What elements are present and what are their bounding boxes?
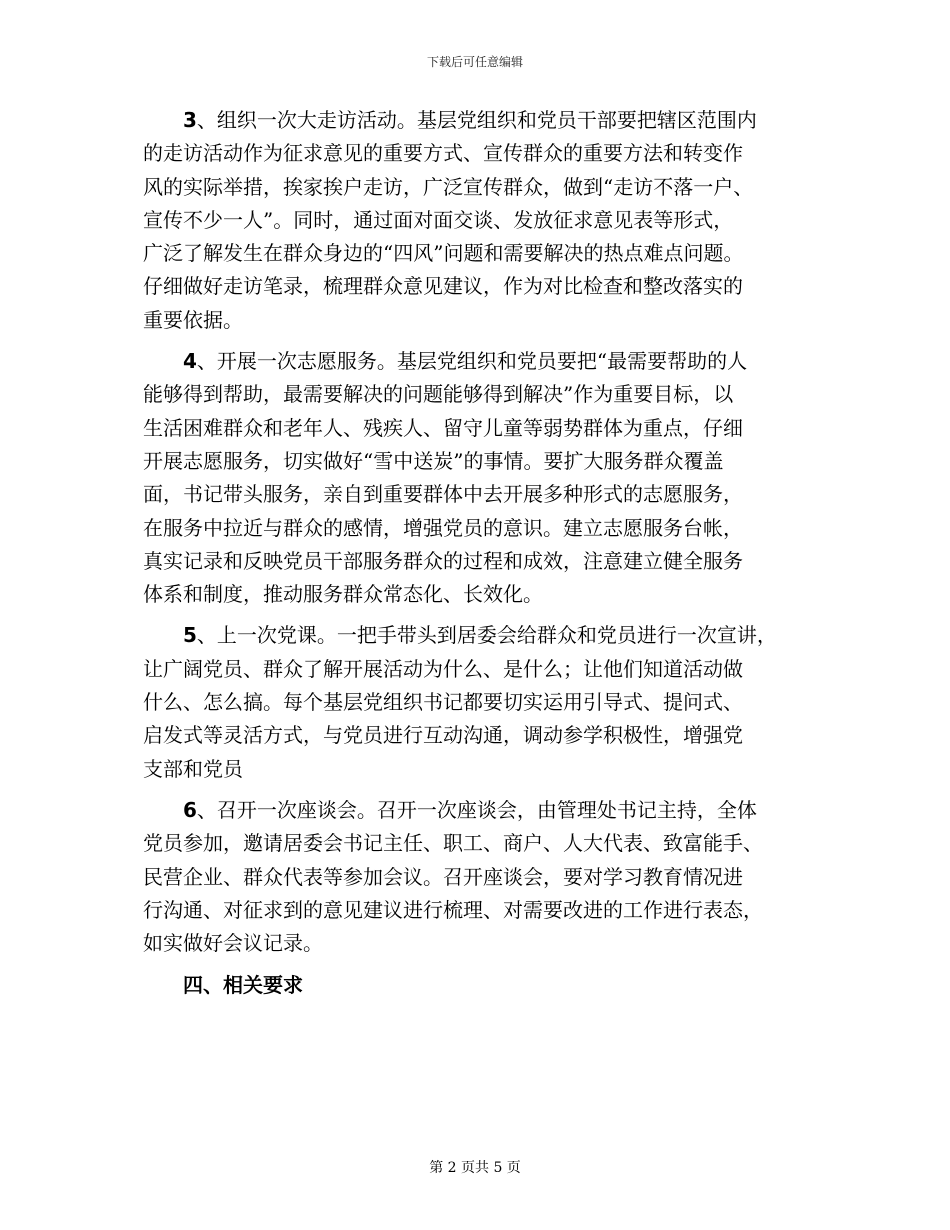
section-heading: 四、相关要求: [183, 973, 303, 998]
paragraph-line: 5、上一次党课。一把手带头到居委会给群众和党员进行一次宣讲，: [183, 623, 777, 648]
paragraph-line: 4、开展一次志愿服务。基层党组织和党员要把“最需要帮助的人: [183, 349, 748, 374]
paragraph-line: 支部和党员: [143, 756, 243, 781]
paragraph-line: 体系和制度，推动服务群众常态化、长效化。: [143, 582, 543, 607]
paragraph-item-4: [143, 345, 815, 611]
page-header: 下载后可任意编辑: [426, 55, 523, 69]
item-number: 4: [183, 349, 197, 374]
page-footer: 第 2 页共 5 页: [429, 1160, 521, 1176]
paragraph-line: 仔细做好走访笔录，梳理群众意见建议，作为对比检查和整改落实的: [143, 274, 743, 299]
item-number: 5: [183, 623, 197, 648]
paragraph-line: 真实记录和反映党员干部服务群众的过程和成效，注意建立健全服务: [143, 548, 743, 573]
paragraph-line: 重要依据。: [143, 307, 243, 332]
paragraph-line: 行沟通、对征求到的意见建议进行梳理、对需要改进的工作进行表态，: [143, 897, 763, 922]
paragraph-line: 3、组织一次大走访活动。基层党组织和党员干部要把辖区范围内: [183, 108, 757, 132]
paragraph-line: 风的实际举措，挨家挨户走访，广泛宣传群众，做到“走访不落一户、: [143, 174, 754, 199]
paragraph-line: 启发式等灵活方式，与党员进行互动沟通，调动参学积极性，增强党: [143, 723, 743, 748]
paragraph-line: 能够得到帮助，最需要解决的问题能够得到解决”作为重要目标，以: [143, 382, 734, 407]
paragraph-line: 面，书记带头服务，亲自到重要群体中去开展多种形式的志愿服务，: [143, 482, 743, 507]
paragraph-line: 党员参加，邀请居委会书记主任、职工、商户、人大代表、致富能手、: [143, 831, 763, 856]
paragraph-line: 如实做好会议记录。: [143, 931, 323, 956]
paragraph-line: 生活困难群众和老年人、残疾人、留守儿童等弱势群体为重点，仔细: [143, 415, 743, 440]
paragraph-line: 6、召开一次座谈会。召开一次座谈会，由管理处书记主持，全体: [183, 797, 757, 822]
paragraph-item-3: [143, 104, 815, 337]
paragraph-line: 民营企业、群众代表等参加会议。召开座谈会，要对学习教育情况进: [143, 864, 743, 889]
paragraph-item-5: [143, 619, 815, 785]
paragraph-line: 广泛了解发生在群众身边的“四风”问题和需要解决的热点难点问题。: [143, 241, 744, 266]
paragraph-line: 在服务中拉近与群众的感情，增强党员的意识。建立志愿服务台帐，: [143, 515, 743, 540]
paragraph-line: 让广阔党员、群众了解开展活动为什么、是什么；让他们知道活动做: [143, 656, 743, 681]
paragraph-item-6: [143, 794, 815, 960]
item-number: 3: [183, 108, 197, 132]
paragraph-line: 的走访活动作为征求意见的重要方式、宣传群众的重要方法和转变作: [143, 141, 743, 166]
item-number: 6: [183, 797, 197, 822]
paragraph-line: 开展志愿服务，切实做好“雪中送炭”的事情。要扩大服务群众覆盖: [143, 448, 724, 473]
paragraph-line: 什么、怎么搞。每个基层党组织书记都要切实运用引导式、提问式、: [143, 690, 743, 715]
document-body: [143, 104, 815, 1002]
paragraph-line: 宣传不少一人”。同时，通过面对面交谈、发放征求意见表等形式，: [143, 207, 734, 232]
